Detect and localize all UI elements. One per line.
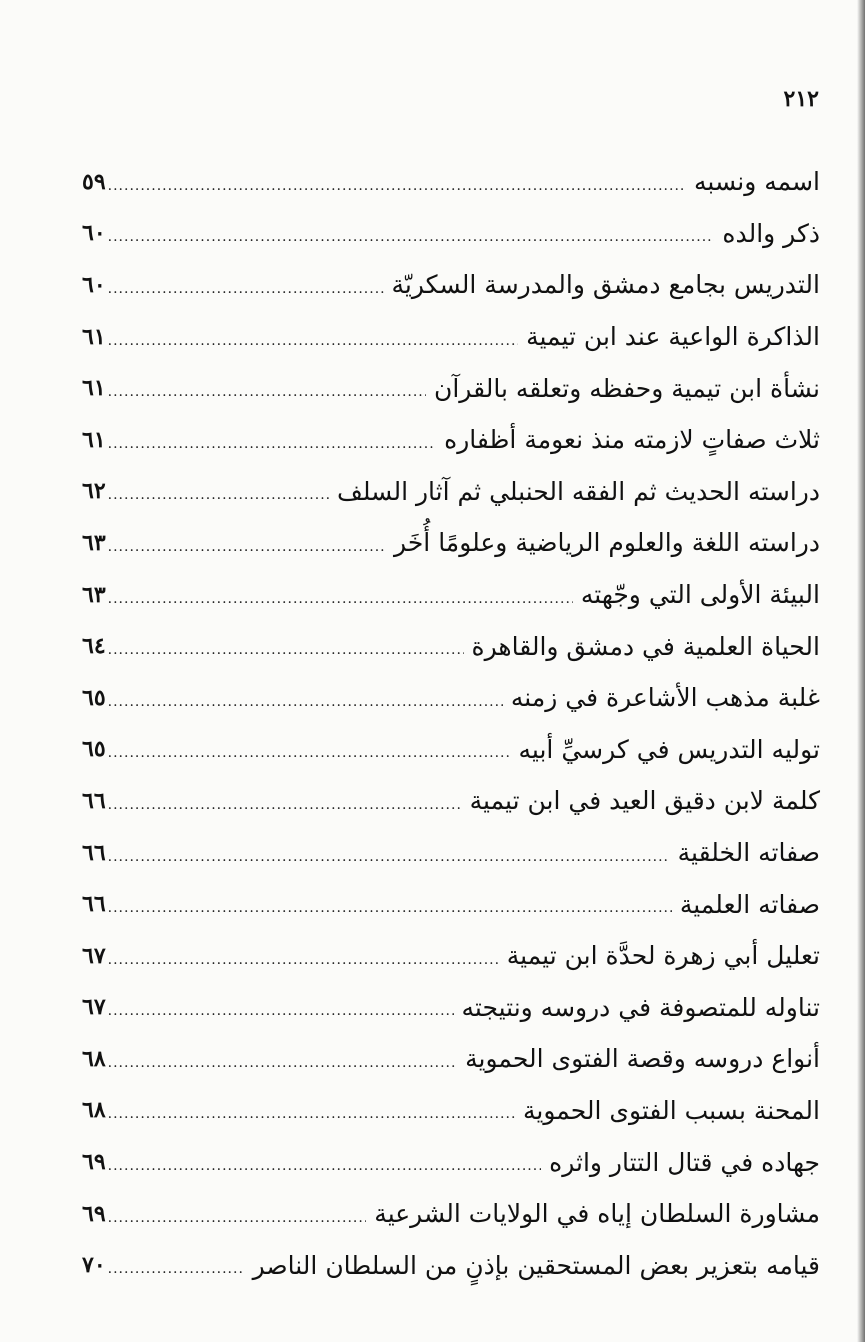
toc-entry-page: ٦٦: [82, 839, 106, 866]
toc-leader-dots: [108, 591, 573, 607]
toc-entry: [82, 775, 820, 827]
toc-leader-dots: [108, 642, 464, 658]
toc-entry: [82, 156, 820, 208]
toc-entry-title: الذاكرة الواعية عند ابن تيمية: [526, 322, 820, 352]
toc-leader-dots: [108, 178, 686, 194]
toc-entry: [82, 1136, 820, 1188]
toc-entry-page: ٦٣: [82, 529, 106, 556]
toc-leader-dots: [108, 333, 518, 349]
toc-entry-page: ٦١: [82, 426, 106, 453]
toc-entry-page: ٦٤: [82, 633, 106, 660]
toc-entry-page: ٦٧: [82, 942, 106, 969]
toc-leader-dots: [108, 229, 715, 245]
toc-entry-title: تناوله للمتصوفة في دروسه ونتيجته: [461, 992, 820, 1022]
toc-leader-dots: [108, 539, 386, 555]
toc-leader-dots: [108, 1261, 245, 1277]
toc-entry: [82, 517, 820, 569]
toc-entry-title: ذكر والده: [722, 218, 820, 248]
toc-leader-dots: [108, 1055, 457, 1071]
toc-entry: [82, 569, 820, 621]
toc-entry-page: ٦٨: [82, 1097, 106, 1124]
toc-entry: [82, 724, 820, 776]
toc-leader-dots: [108, 952, 499, 968]
toc-leader-dots: [108, 1106, 515, 1122]
toc-entry-page: ٦٩: [82, 1200, 106, 1227]
toc-leader-dots: [108, 1003, 454, 1019]
toc-entry: [82, 414, 820, 466]
toc-entry-title: التدريس بجامع دمشق والمدرسة السكريّة: [391, 270, 820, 300]
toc-entry-title: الحياة العلمية في دمشق والقاهرة: [471, 631, 820, 661]
toc-entry-title: نشأة ابن تيمية وحفظه وتعلقه بالقرآن: [434, 373, 820, 403]
toc-leader-dots: [108, 849, 670, 865]
toc-entry-title: قيامه بتعزير بعض المستحقين بإذنٍ من السلطان الناصر: [252, 1250, 820, 1280]
toc-entry-title: أنواع دروسه وقصة الفتوى الحموية: [465, 1044, 820, 1074]
toc-entry-page: ٦٣: [82, 581, 106, 608]
toc-leader-dots: [108, 797, 462, 813]
toc-leader-dots: [108, 1210, 367, 1226]
toc-leader-dots: [108, 745, 511, 761]
toc-entry: [82, 362, 820, 414]
toc-entry: [82, 1085, 820, 1137]
toc-entry: [82, 1188, 820, 1240]
toc-leader-dots: [108, 281, 384, 297]
toc-entry-page: ٦٢: [82, 478, 106, 505]
toc-entry-title: توليه التدريس في كرسيِّ أبيه: [518, 734, 820, 764]
toc-entry: [82, 672, 820, 724]
toc-entry-title: كلمة لابن دقيق العيد في ابن تيمية: [469, 786, 820, 816]
toc-entry-page: ٦٥: [82, 736, 106, 763]
toc-entry-page: ٦٦: [82, 891, 106, 918]
toc-leader-dots: [108, 487, 329, 503]
toc-entry-title: مشاورة السلطان إياه في الولايات الشرعية: [374, 1199, 820, 1229]
toc-entry-title: البيئة الأولى التي وجّهته: [580, 580, 820, 610]
toc-entry-page: ٦١: [82, 375, 106, 402]
toc-entry-page: ٦٠: [82, 271, 106, 298]
toc-entry-title: صفاته الخلقية: [677, 838, 820, 868]
toc-entry-title: غلبة مذهب الأشاعرة في زمنه: [510, 683, 820, 713]
toc-entry: [82, 259, 820, 311]
toc-leader-dots: [108, 384, 426, 400]
toc-entry-page: ٦٧: [82, 994, 106, 1021]
toc-entry-page: ٥٩: [82, 168, 106, 195]
toc-entry-title: تعليل أبي زهرة لحدَّة ابن تيمية: [506, 941, 820, 971]
toc-entry: [82, 208, 820, 260]
toc-leader-dots: [108, 694, 503, 710]
toc-entry-title: المحنة بسبب الفتوى الحموية: [523, 1095, 820, 1125]
toc-entry: [82, 878, 820, 930]
toc-entry-title: دراسته الحديث ثم الفقه الحنبلي ثم آثار السلف: [337, 476, 820, 506]
toc-entry-page: ٦١: [82, 323, 106, 350]
toc-entry-title: اسمه ونسبه: [694, 167, 820, 197]
toc-entry: [82, 620, 820, 672]
toc-leader-dots: [108, 1158, 541, 1174]
toc-entry: [82, 466, 820, 518]
toc-entry-title: صفاته العلمية: [679, 889, 820, 919]
toc-entry: [82, 982, 820, 1034]
toc-entry-page: ٦٩: [82, 1149, 106, 1176]
toc-entry-page: ٦٥: [82, 684, 106, 711]
toc-entry: [82, 1033, 820, 1085]
toc-entry-page: ٧٠: [82, 1252, 106, 1279]
toc-entry: [82, 930, 820, 982]
toc-entry-title: جهاده في قتال التتار واثره: [549, 1147, 820, 1177]
page-number: ٢١٢: [783, 86, 819, 112]
toc-entry: [82, 827, 820, 879]
toc-entry-title: ثلاث صفاتٍ لازمته منذ نعومة أظفاره: [444, 425, 820, 455]
toc-entry-title: دراسته اللغة والعلوم الرياضية وعلومًا أُخَر: [394, 528, 820, 558]
toc-entry: [82, 311, 820, 363]
toc-entry-page: ٦٦: [82, 787, 106, 814]
toc-entry-page: ٦٠: [82, 220, 106, 247]
page-edge-shadow: [857, 0, 865, 1342]
toc-leader-dots: [108, 436, 436, 452]
table-of-contents: [82, 156, 820, 1291]
toc-entry-page: ٦٨: [82, 1045, 106, 1072]
toc-entry: [82, 1239, 820, 1291]
toc-leader-dots: [108, 900, 672, 916]
